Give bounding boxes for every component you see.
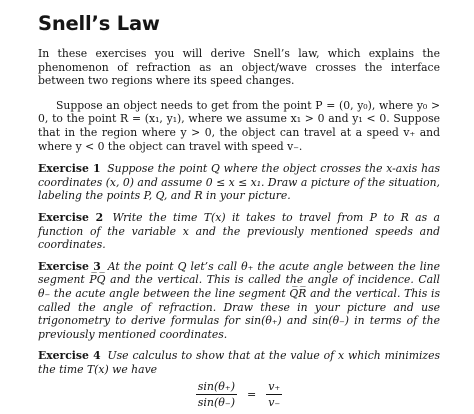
equation-lhs-numerator: sin(θ₊): [197, 380, 235, 394]
equation-rhs-fraction: [266, 380, 282, 409]
exercise-2-label: Exercise 2: [38, 210, 104, 224]
exercise-4: [38, 349, 440, 376]
exercise-3: [38, 260, 440, 342]
exercise-2-text: Write the time T(x) it takes to travel from P to R as a function of the variable x and the previously mentioned speeds and coordinates.: [38, 210, 440, 252]
equation-lhs-denominator: sin(θ₋): [197, 396, 235, 410]
equation-rhs-numerator: v₊: [268, 380, 281, 394]
exercise-3-text: At the point Q let’s call θ₊ the acute angle between the line segment P̅Q̅ and the vertical. This is called the angle of incidence. Call θ₋ the acute angle between the line segment Q̅R̅ and the vertical. This is called the angle of refraction. Draw these in your picture and use trigonometry to derive formulas for sin(θ₊) and sin(θ₋) in terms of the previously mentioned coordinates.: [38, 259, 440, 341]
equation-equals-sign: =: [247, 388, 257, 402]
exercise-1: [38, 162, 440, 203]
exercise-1-label: Exercise 1: [38, 162, 101, 176]
intro-paragraph: In these exercises you will derive Snell’s law, which explains the phenomenon of refraction as an object/wave crosses the interface between two regions where its speed changes.: [38, 47, 440, 88]
document-page: [38, 12, 440, 409]
document-title: Snell’s Law: [38, 12, 160, 35]
exercise-3-label: Exercise 3: [38, 259, 101, 273]
setup-paragraph: Suppose an object needs to get from the point P = (0, y₀), where y₀ > 0, to the point R = (x₁, y₁), where we assume x₁ > 0 and y₁ < 0. Suppose that in the region where y > 0, the object can travel at a speed v₊ and where y < 0 the object can travel with speed v₋.: [38, 98, 440, 153]
exercise-2: [38, 211, 440, 252]
snell-equation: [38, 380, 440, 409]
exercise-1-text: Suppose the point Q where the object crosses the x-axis has coordinates (x, 0) and assume 0 ≤ x ≤ x₁. Draw a picture of the situation, labeling the points P, Q, and R in your picture.: [38, 162, 441, 203]
exercise-4-text: Use calculus to show that at the value of x which minimizes the time T(x) we have: [38, 349, 441, 376]
equation-rhs-denominator: v₋: [268, 396, 281, 410]
equation-lhs-fraction: [196, 380, 237, 409]
exercise-4-label: Exercise 4: [38, 349, 101, 363]
